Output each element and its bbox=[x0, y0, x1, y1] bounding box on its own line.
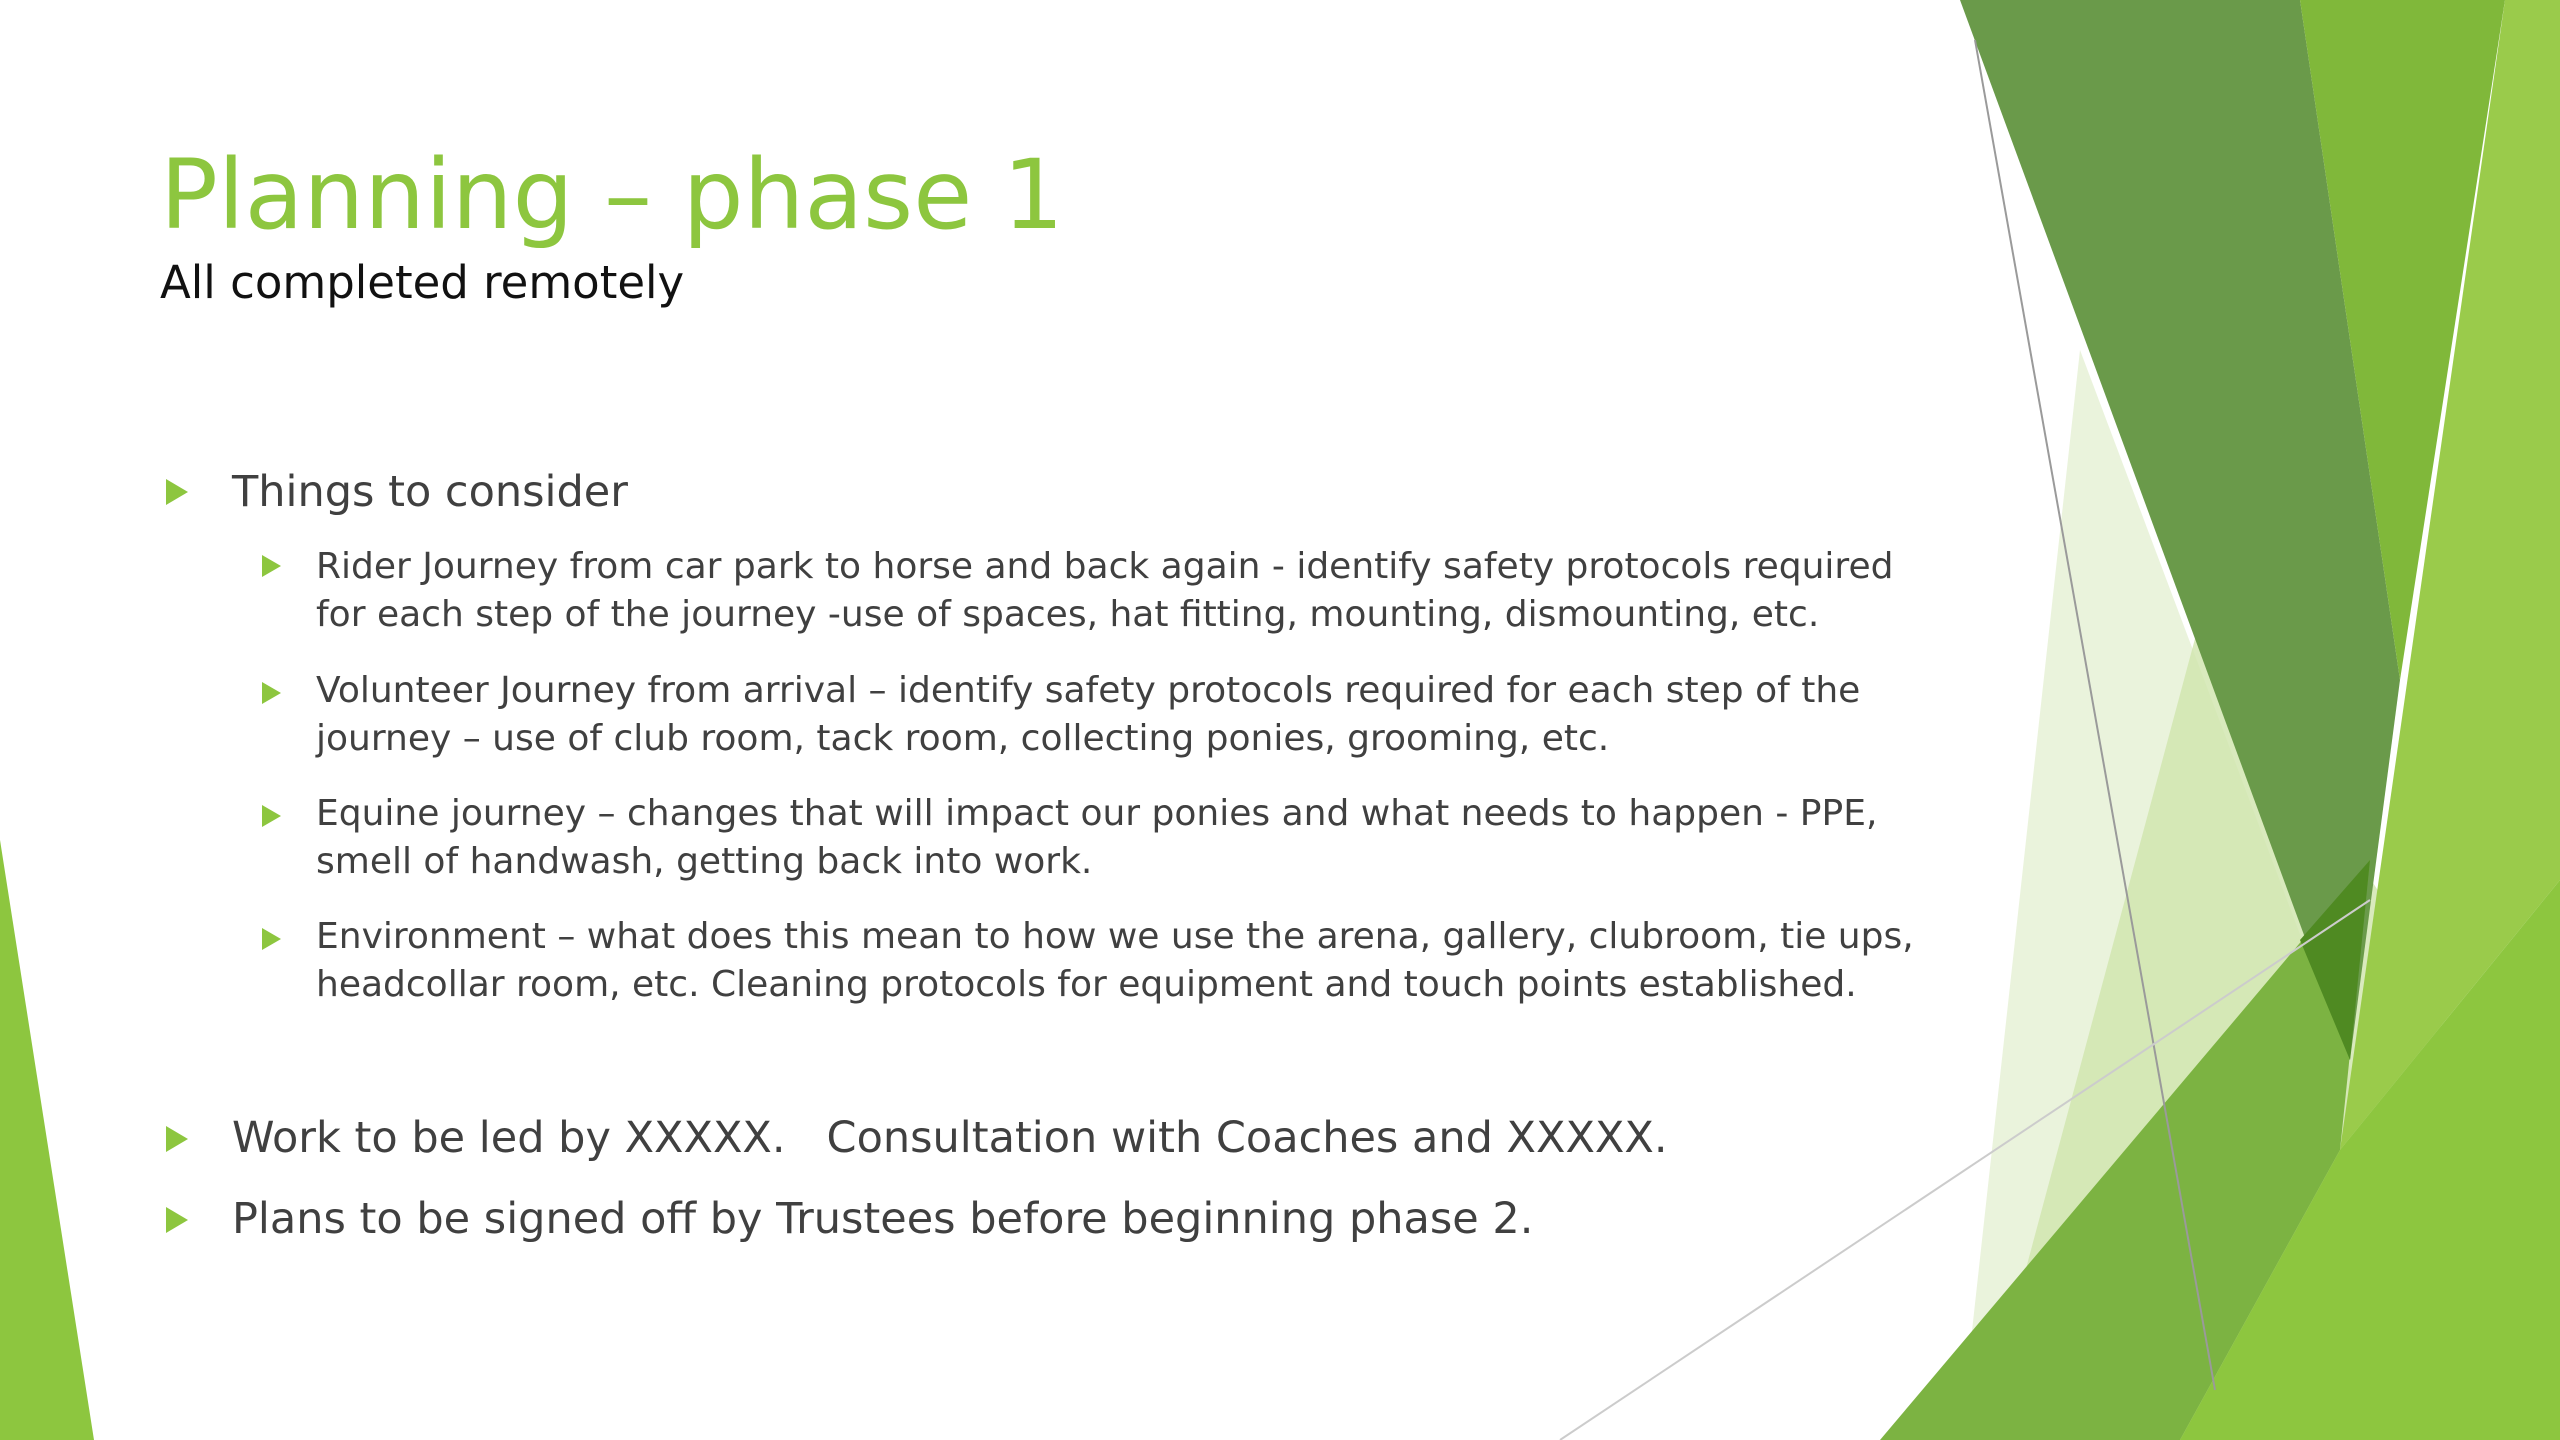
bullet-things-to-consider: Things to consider bbox=[232, 467, 628, 517]
slide-title: Planning – phase 1 bbox=[160, 139, 1064, 251]
triangle-right-icon bbox=[262, 805, 281, 827]
sub-bullet-environment: Environment – what does this mean to how we use the arena, gallery, clubroom, tie ups, headcollar room, etc. Cleaning protocols for equipment and touch points established. bbox=[316, 916, 1914, 1005]
triangle-right-icon bbox=[262, 928, 281, 950]
triangle-right-icon bbox=[166, 1207, 188, 1233]
triangle-right-icon bbox=[166, 479, 188, 505]
bullet-plans-signed-off: Plans to be signed off by Trustees before beginning phase 2. bbox=[232, 1194, 1534, 1244]
triangle-right-icon bbox=[166, 1126, 188, 1152]
sub-bullet-equine-journey: Equine journey – changes that will impact our ponies and what needs to happen - PPE, smell of handwash, getting back into work. bbox=[316, 793, 1878, 882]
slide-subtitle: All completed remotely bbox=[160, 256, 685, 309]
sub-bullet-rider-journey: Rider Journey from car park to horse and back again - identify safety protocols required for each step of the journey -use of spaces, hat fitting, mounting, dismounting, etc. bbox=[316, 546, 1894, 635]
bullet-work-led-by: Work to be led by XXXXX. Consultation with Coaches and XXXXX. bbox=[232, 1113, 1668, 1163]
triangle-right-icon bbox=[262, 682, 281, 704]
triangle-right-icon bbox=[262, 555, 281, 577]
sub-bullet-volunteer-journey: Volunteer Journey from arrival – identify safety protocols required for each step of the journey – use of club room, tack room, collecting ponies, grooming, etc. bbox=[316, 670, 1861, 759]
